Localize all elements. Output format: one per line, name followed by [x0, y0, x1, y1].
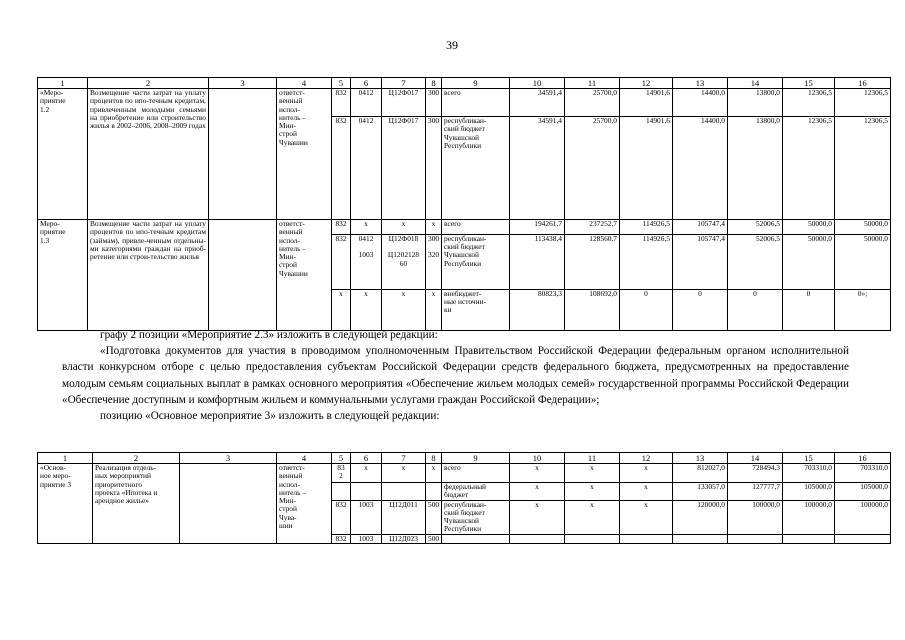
amount-cell: 52006,5 — [728, 234, 783, 289]
target-article-code: Ц12Ф018 Ц1202128 60 — [382, 234, 426, 289]
target-article-code: x — [382, 220, 426, 235]
amount-cell: 133057,0 — [673, 483, 728, 501]
amount-cell: 105747,4 — [673, 220, 728, 235]
amount-cell: 105000,0 — [783, 483, 835, 501]
empty-cell — [442, 534, 510, 543]
header-cell: 12 — [620, 78, 673, 89]
amount-cell: 114926,5 — [620, 220, 673, 235]
header-cell: 14 — [728, 453, 783, 464]
header-cell: 1 — [38, 78, 88, 89]
amount-cell: 108692,0 — [565, 289, 620, 330]
amount-cell: 105000,0 — [835, 483, 891, 501]
amount-cell: 100000,0 — [783, 500, 835, 534]
event-name-cell: «Меро- приятие 1.2 — [38, 89, 88, 220]
header-cell: 6 — [351, 453, 382, 464]
grbs-code: 832 — [332, 220, 351, 235]
amount-cell: 100000,0 — [728, 500, 783, 534]
empty-cell — [673, 534, 728, 543]
header-cell: 9 — [442, 453, 510, 464]
header-cell: 7 — [382, 453, 426, 464]
empty-cell — [209, 220, 277, 331]
amount-cell: x — [510, 464, 565, 483]
target-article-code: x — [382, 289, 426, 330]
header-cell: 3 — [209, 78, 277, 89]
funding-source: республикан- ский бюджет Чувашской Республики — [442, 500, 510, 534]
header-cell: 15 — [783, 78, 835, 89]
grbs-code: 832 — [332, 117, 351, 220]
funding-source: федеральный бюджет — [442, 483, 510, 501]
amount-cell: 14901,6 — [620, 117, 673, 220]
empty-cell — [565, 534, 620, 543]
grbs-code: 832 — [332, 234, 351, 289]
amount-cell: 50000,0 — [783, 234, 835, 289]
amount-cell: x — [565, 483, 620, 501]
header-cell: 16 — [835, 78, 891, 89]
expense-type-code: 300 — [426, 89, 442, 117]
amount-cell: 12306,5 — [783, 117, 835, 220]
header-cell: 9 — [442, 78, 510, 89]
section-code: 0412 1003 — [351, 234, 382, 289]
grbs-code — [332, 483, 351, 501]
amount-cell: 113438,4 — [510, 234, 565, 289]
grbs-code: 83 2 — [332, 464, 351, 483]
header-cell: 3 — [180, 453, 277, 464]
amount-cell: x — [510, 500, 565, 534]
event-name-cell: «Основ- ное меро- приятие 3 — [38, 464, 93, 544]
header-cell: 2 — [88, 78, 209, 89]
funding-source: всего — [442, 464, 510, 483]
amount-cell: 50000,0 — [835, 234, 891, 289]
section-code: 0412 — [351, 117, 382, 220]
header-cell: 10 — [510, 453, 565, 464]
amount-cell: 194261,7 — [510, 220, 565, 235]
amount-cell: 50000,0 — [835, 220, 891, 235]
empty-cell — [835, 534, 891, 543]
header-cell: 7 — [382, 78, 426, 89]
funding-source: республикан- ский бюджет Чувашской Республики — [442, 117, 510, 220]
amount-cell: 0 — [673, 289, 728, 330]
event-description-cell: Реализация отдель- ных мероприятий приоритетного проекта «Ипотека и арендное жилье» — [93, 464, 180, 544]
event-description-cell: Возмещение части затрат на уплату процентов по ипо-течным кредитам, привлеченным молодыми семьями на приобретение или строительство жилья в 2002–2006, 2008–2009 годах — [88, 89, 209, 220]
amount-cell: 25700,0 — [565, 117, 620, 220]
empty-cell — [783, 534, 835, 543]
amount-cell: x — [620, 483, 673, 501]
target-article-code: Ц12Ф017 — [382, 117, 426, 220]
header-cell: 11 — [565, 453, 620, 464]
amount-cell: 14400,0 — [673, 117, 728, 220]
header-cell: 15 — [783, 453, 835, 464]
header-cell: 4 — [277, 453, 332, 464]
amount-cell: 0 — [783, 289, 835, 330]
amount-cell: x — [620, 500, 673, 534]
amount-cell: x — [565, 464, 620, 483]
expense-type-code — [426, 483, 442, 501]
section-code: x — [351, 220, 382, 235]
expense-type-code: 500 — [426, 534, 442, 543]
budget-table-2 — [37, 452, 891, 544]
amount-cell: 812027,0 — [673, 464, 728, 483]
amount-cell: x — [620, 464, 673, 483]
header-cell: 10 — [510, 78, 565, 89]
header-cell: 5 — [332, 78, 351, 89]
grbs-code: x — [332, 289, 351, 330]
expense-type-code: 500 — [426, 500, 442, 534]
empty-cell — [620, 534, 673, 543]
funding-source: республикан- ский бюджет Чувашской Республики — [442, 234, 510, 289]
instruction-paragraph: графу 2 позиции «Мероприятие 2.3» изложить в следующей редакции: — [100, 329, 438, 341]
header-row — [38, 453, 891, 464]
header-row — [38, 78, 891, 89]
amount-cell: 0 — [620, 289, 673, 330]
header-cell: 16 — [835, 453, 891, 464]
amount-cell: x — [565, 500, 620, 534]
amount-cell: 34591,4 — [510, 89, 565, 117]
target-article-code: Ц12Ф017 — [382, 89, 426, 117]
grbs-code: 832 — [332, 89, 351, 117]
header-cell: 5 — [332, 453, 351, 464]
header-cell: 14 — [728, 78, 783, 89]
target-article-code — [382, 483, 426, 501]
table-row — [38, 220, 891, 235]
executor-cell: ответст- венный испол- нитель – Мин- строй Чува- шии — [277, 464, 332, 544]
section-code: 0412 — [351, 89, 382, 117]
header-cell: 6 — [351, 78, 382, 89]
event-description-cell: Возмещение части затрат на уплату процентов по ипо-течным кредитам (займам), привле-ченным отдельны-ми категориями граждан на приоб-ретение или строи-тельство жилья — [88, 220, 209, 331]
expense-type-code: 300 — [426, 117, 442, 220]
expense-type-code: 300 320 — [426, 234, 442, 289]
amount-cell: 50000,0 — [783, 220, 835, 235]
header-cell: 13 — [673, 453, 728, 464]
instruction-paragraph: позицию «Основное мероприятие 3» изложить в следующей редакции: — [100, 410, 440, 423]
amount-cell: 105747,4 — [673, 234, 728, 289]
amount-cell: 703310,0 — [783, 464, 835, 483]
header-cell: 13 — [673, 78, 728, 89]
amount-cell: 12306,5 — [835, 117, 891, 220]
grbs-code: 832 — [332, 534, 351, 543]
amount-cell: 12306,5 — [783, 89, 835, 117]
grbs-code: 832 — [332, 500, 351, 534]
funding-source: внебюджет- ные источни- ки — [442, 289, 510, 330]
funding-source: всего — [442, 220, 510, 235]
amount-cell: 25700,0 — [565, 89, 620, 117]
budget-table-1 — [37, 77, 891, 331]
header-cell: 2 — [93, 453, 180, 464]
amount-cell: 128560,7 — [565, 234, 620, 289]
target-article-code: Ц12Д011 — [382, 500, 426, 534]
amount-cell: 703310,0 — [835, 464, 891, 483]
empty-cell — [728, 534, 783, 543]
quoted-paragraph: «Подготовка документов для участия в проводимом уполномоченным Правительством Российской Федерации федеральным органом исполнительной власти конкурсном отборе с целью предоставления субъектам Российской Федерации средств федерального бюджета, предусмотренных на предоставление молодым семьям социальных выплат в рамках основного мероприятия «Обеспечение жильем молодых семей» государственной программы Российской Федерации «Обеспечение доступным и комфортным жильем и коммунальными услугами граждан Российской Федерации»; — [62, 345, 849, 406]
target-article-code: Ц12Д023 — [382, 534, 426, 543]
section-code — [351, 483, 382, 501]
section-code: x — [351, 289, 382, 330]
amount-cell: 13800,0 — [728, 117, 783, 220]
amount-cell: 114926,5 — [620, 234, 673, 289]
expense-type-code: x — [426, 289, 442, 330]
section-code: x — [351, 464, 382, 483]
amount-cell: 0 — [728, 289, 783, 330]
header-cell: 12 — [620, 453, 673, 464]
header-cell: 11 — [565, 78, 620, 89]
amendment-text — [62, 327, 849, 424]
amount-cell: 237252,7 — [565, 220, 620, 235]
executor-cell: ответст- венный испол- нитель – Мин- строй Чувашии — [277, 89, 332, 220]
table-row — [38, 89, 891, 117]
amount-cell: 13800,0 — [728, 89, 783, 117]
amount-cell: 728494,3 — [728, 464, 783, 483]
amount-cell: 120000,0 — [673, 500, 728, 534]
page-number: 39 — [446, 38, 458, 52]
expense-type-code: x — [426, 220, 442, 235]
amount-cell: 34591,4 — [510, 117, 565, 220]
header-cell: 1 — [38, 453, 93, 464]
empty-cell — [510, 534, 565, 543]
event-name-cell: Меро- приятие 1.3 — [38, 220, 88, 331]
section-code: 1003 — [351, 500, 382, 534]
amount-cell: 127777,7 — [728, 483, 783, 501]
table-row — [38, 464, 891, 483]
amount-cell: 12306,5 — [835, 89, 891, 117]
header-cell: 4 — [277, 78, 332, 89]
header-cell: 8 — [426, 453, 442, 464]
empty-cell — [209, 89, 277, 220]
amount-cell: 100000,0 — [835, 500, 891, 534]
amount-cell: 52006,5 — [728, 220, 783, 235]
header-cell: 8 — [426, 78, 442, 89]
amount-cell: 0»; — [835, 289, 891, 330]
funding-source: всего — [442, 89, 510, 117]
expense-type-code: x — [426, 464, 442, 483]
amount-cell: 14400,0 — [673, 89, 728, 117]
amount-cell: 80823,3 — [510, 289, 565, 330]
amount-cell: x — [510, 483, 565, 501]
executor-cell: ответст- венный испол- нитель – Мин- строй Чувашии — [277, 220, 332, 331]
amount-cell: 14901,6 — [620, 89, 673, 117]
empty-cell — [180, 464, 277, 544]
target-article-code: x — [382, 464, 426, 483]
section-code: 1003 — [351, 534, 382, 543]
